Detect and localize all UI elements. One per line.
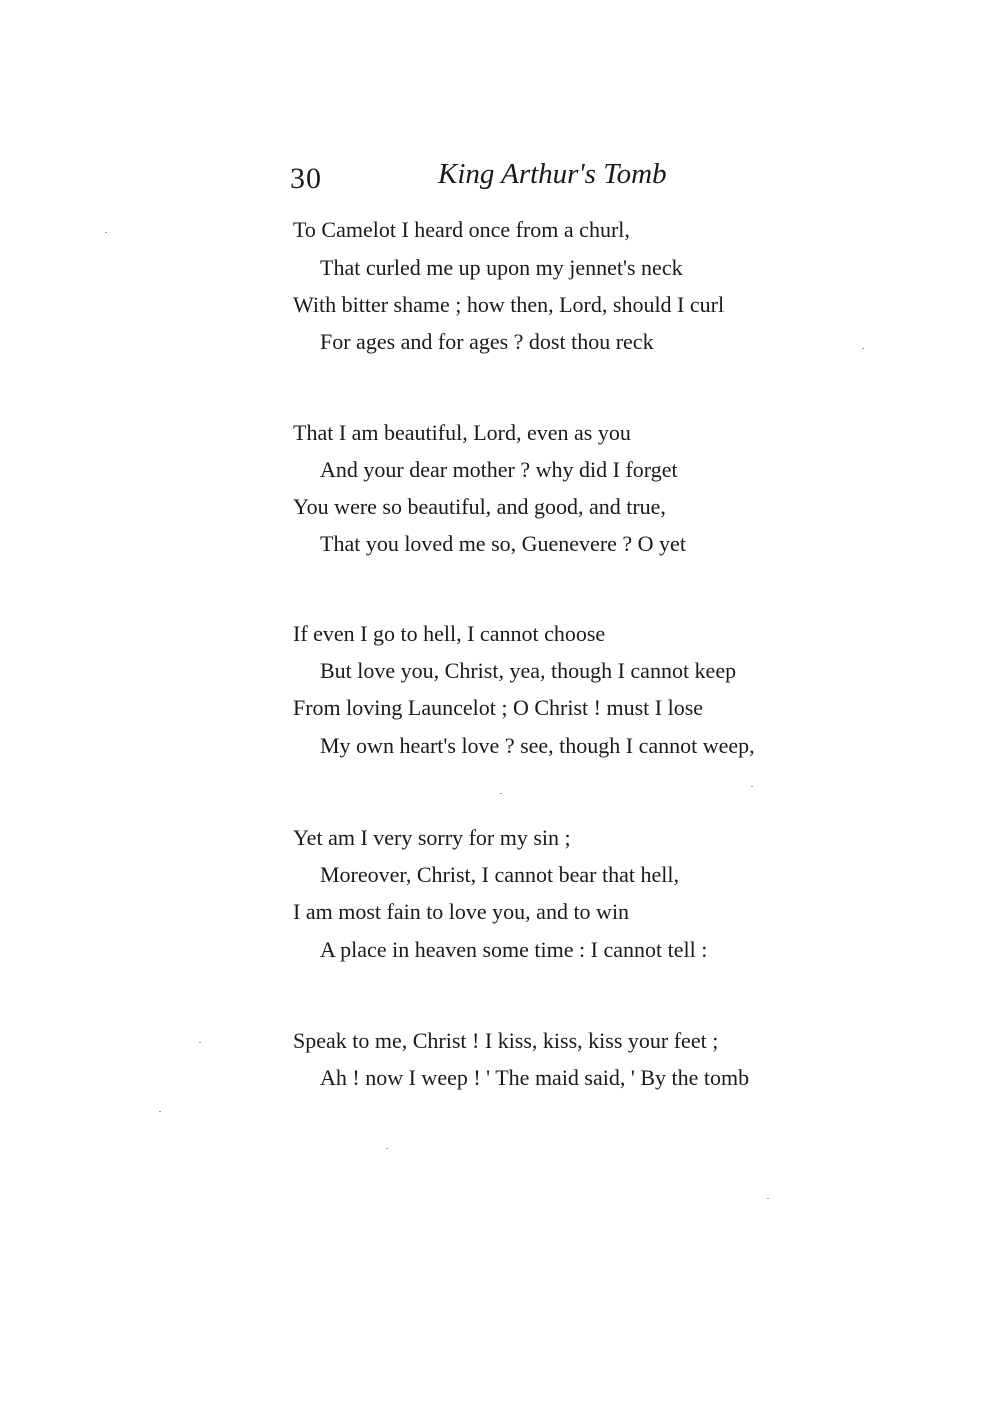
paper-speck [105, 232, 107, 233]
paper-speck [199, 1042, 201, 1043]
paper-speck [767, 1198, 769, 1199]
poem-line: But love you, Christ, yea, though I cannot keep [320, 658, 737, 683]
paper-speck [386, 1148, 388, 1149]
poem-line: To Camelot I heard once from a churl, [293, 217, 630, 242]
poem-line: And your dear mother ? why did I forget [320, 457, 678, 482]
poem-line: If even I go to hell, I cannot choose [293, 621, 606, 646]
poem-line: That I am beautiful, Lord, even as you [293, 420, 631, 445]
poem-line: Moreover, Christ, I cannot bear that hell, [320, 862, 679, 887]
poem-line: With bitter shame ; how then, Lord, should I curl [293, 292, 725, 317]
poem-line: Ah ! now I weep ! ' The maid said, ' By the tomb [320, 1065, 750, 1090]
poem-line: My own heart's love ? see, though I cannot weep, [320, 733, 755, 758]
poem-line: I am most fain to love you, and to win [293, 899, 630, 924]
page-number: 30 [290, 162, 322, 195]
poem-line: A place in heaven some time : I cannot tell : [320, 937, 708, 962]
paper-speck [751, 786, 753, 787]
running-title: King Arthur's Tomb [438, 158, 667, 190]
paper-speck [159, 1111, 161, 1112]
paper-speck [862, 348, 864, 349]
poem-line: That curled me up upon my jennet's neck [320, 255, 683, 280]
poem-line: You were so beautiful, and good, and true, [293, 494, 666, 519]
page-header [290, 158, 710, 198]
poem-line: Yet am I very sorry for my sin ; [293, 825, 571, 850]
poem-line: For ages and for ages ? dost thou reck [320, 329, 654, 354]
poem-line: That you loved me so, Guenevere ? O yet [320, 531, 686, 556]
poem-line: Speak to me, Christ ! I kiss, kiss, kiss your feet ; [293, 1028, 719, 1053]
paper-speck [500, 793, 502, 794]
poem-line: From loving Launcelot ; O Christ ! must I lose [293, 695, 704, 720]
